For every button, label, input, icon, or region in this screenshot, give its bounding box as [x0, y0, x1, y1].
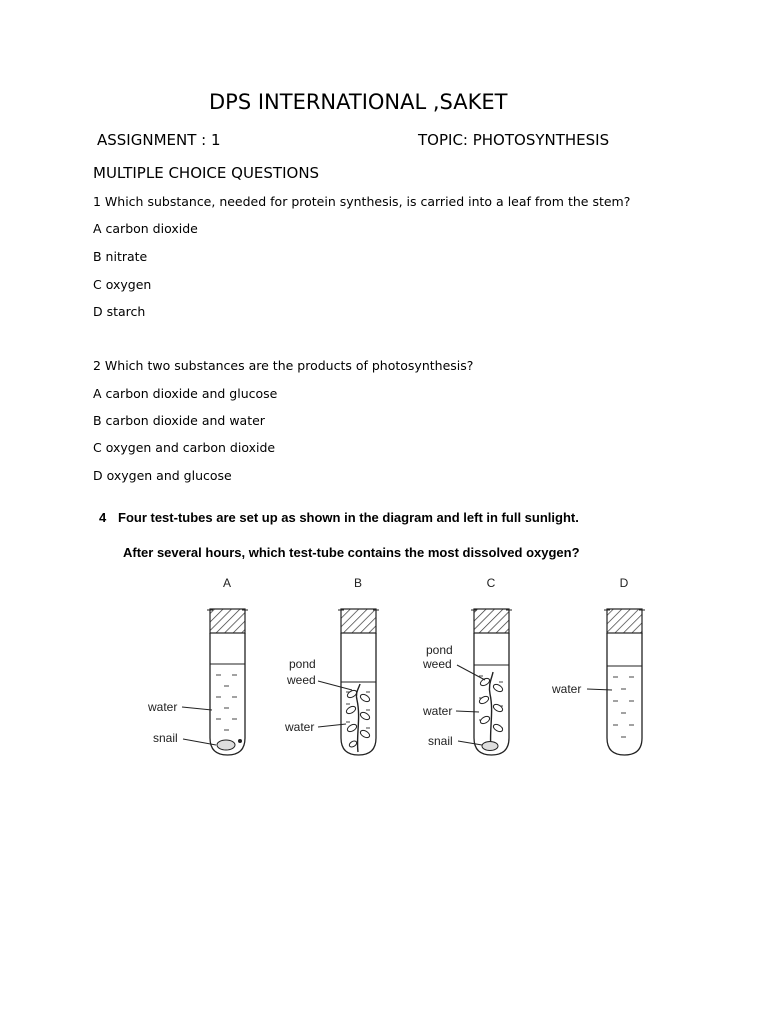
- label-snail-c: snail: [428, 734, 453, 748]
- q1-option-d: D starch: [93, 304, 146, 319]
- q1-option-b: B nitrate: [93, 249, 148, 264]
- label-water-b: water: [285, 720, 315, 734]
- test-tube-diagram: [0, 570, 768, 770]
- label-pond-c: pond: [426, 643, 453, 657]
- section-heading: MULTIPLE CHOICE QUESTIONS: [93, 164, 320, 182]
- label-water-d: water: [552, 682, 582, 696]
- tube-c: [422, 609, 512, 755]
- question-2-text: 2 Which two substances are the products of photosynthesis?: [93, 358, 474, 373]
- q2-option-c: C oxygen and carbon dioxide: [93, 440, 276, 455]
- label-snail-a: snail: [153, 731, 178, 745]
- assignment-label: ASSIGNMENT : 1: [97, 131, 221, 149]
- q2-option-d: D oxygen and glucose: [93, 468, 232, 483]
- stopper: [474, 609, 509, 633]
- label-pond-b: pond: [289, 657, 316, 671]
- q1-option-c: C oxygen: [93, 277, 152, 292]
- tube-a-letter: A: [222, 576, 232, 590]
- stopper: [607, 609, 642, 633]
- label-water-a: water: [148, 700, 178, 714]
- label-weed-c: weed: [423, 657, 452, 671]
- pond-weed-stem: [356, 684, 360, 752]
- tube-b: [284, 609, 379, 755]
- stopper: [341, 609, 376, 633]
- question-4-prompt: After several hours, which test-tube contains the most dissolved oxygen?: [123, 545, 580, 560]
- page-title: DPS INTERNATIONAL ,SAKET: [209, 90, 508, 114]
- question-4-text: Four test-tubes are set up as shown in the diagram and left in full sunlight.: [118, 510, 579, 525]
- tube-c-letter: C: [486, 576, 496, 590]
- label-weed-b: weed: [287, 673, 316, 687]
- q1-option-a: A carbon dioxide: [93, 221, 198, 236]
- pond-weed-stem: [489, 672, 493, 750]
- tube-d-letter: D: [619, 576, 629, 590]
- tube-a: [147, 609, 248, 755]
- q2-option-b: B carbon dioxide and water: [93, 413, 265, 428]
- tube-b-letter: B: [353, 576, 363, 590]
- question-1-text: 1 Which substance, needed for protein synthesis, is carried into a leaf from the stem?: [93, 194, 631, 209]
- label-water-c: water: [423, 704, 453, 718]
- tube-d: [551, 609, 645, 755]
- snail-shape: [482, 742, 498, 751]
- question-4-number: 4: [99, 510, 107, 525]
- topic-label: TOPIC: PHOTOSYNTHESIS: [418, 131, 610, 149]
- q2-option-a: A carbon dioxide and glucose: [93, 386, 278, 401]
- snail-shape: [217, 740, 235, 750]
- stopper: [210, 609, 245, 633]
